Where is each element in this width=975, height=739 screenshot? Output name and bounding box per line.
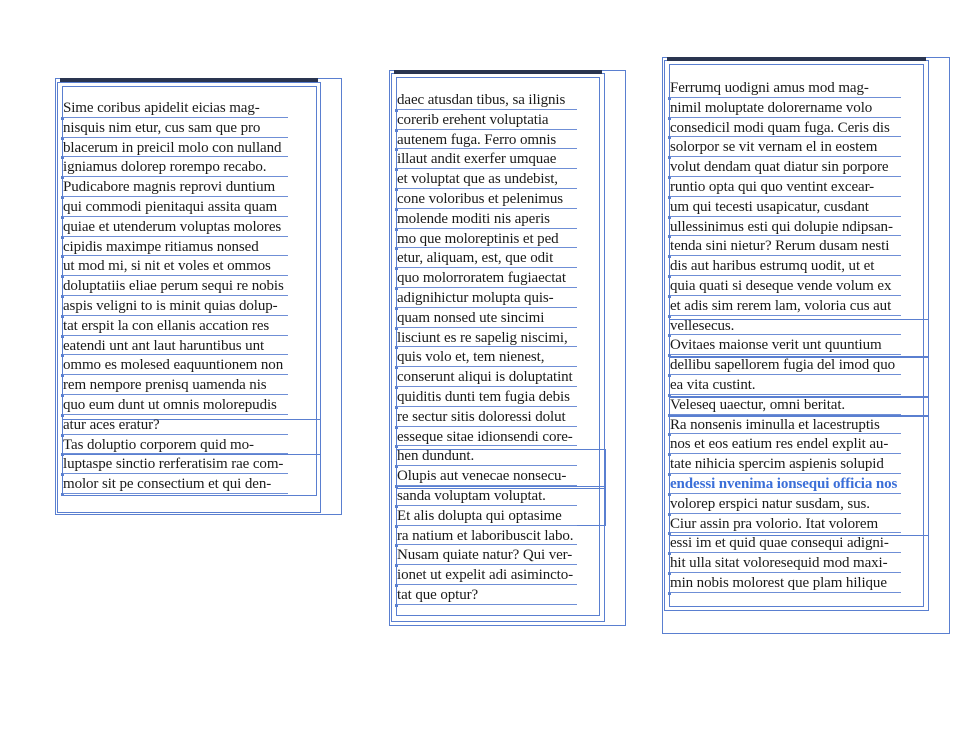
text-line: ommo es molesed eaquuntionem non	[63, 356, 284, 376]
text-line: lisciunt es re sapelig niscimi,	[397, 329, 573, 349]
text-line: endessi nvenima ionsequi officia nos	[670, 475, 897, 495]
frame-top-bar-2	[394, 70, 602, 74]
text-line: Ferrumq uodigni amus mod mag-	[670, 79, 897, 99]
text-line: Ciur assin pra volorio. Itat volorem	[670, 515, 897, 535]
text-line: daec atusdan tibus, sa ilignis	[397, 91, 573, 111]
text-line: quia quati si deseque vende volum ex	[670, 277, 897, 297]
text-line: cone voloribus et pelenimus	[397, 190, 573, 210]
text-line: et voluptat que as undebist,	[397, 170, 573, 190]
text-line: eatendi unt ant laut haruntibus unt	[63, 337, 284, 357]
story-text-1[interactable]	[63, 99, 284, 495]
text-line: qui commodi pienitaqui assita quam	[63, 198, 284, 218]
text-line: et adis sim rerem lam, voloria cus aut	[670, 297, 897, 317]
text-line: adignihictur molupta quis-	[397, 289, 573, 309]
text-line: esseque sitae idionsendi core-	[397, 428, 573, 448]
text-line: doluptatiis eliae perum sequi re nobis	[63, 277, 284, 297]
text-line: molor sit pe consectium et qui den-	[63, 475, 284, 495]
text-line: quo eum dunt ut omnis molorepudis	[63, 396, 284, 416]
text-line: nos et eos eatium res endel explit au-	[670, 435, 897, 455]
text-line: volut dendam quat diatur sin porpore	[670, 158, 897, 178]
text-line: hen dundunt.	[397, 447, 573, 467]
text-line: ea vita custint.	[670, 376, 897, 396]
text-line: dellibu sapellorem fugia del imod quo	[670, 356, 897, 376]
text-line: Tas doluptio corporem quid mo-	[63, 436, 284, 456]
text-line: ullessinimus esti qui dolupie ndipsan-	[670, 218, 897, 238]
text-line: quam nonsed ute sincimi	[397, 309, 573, 329]
text-line: nisquis nim etur, cus sam que pro	[63, 119, 284, 139]
text-line: Ra nonsenis iminulla et lacestruptis	[670, 416, 897, 436]
text-line: vellesecus.	[670, 317, 897, 337]
text-line: quiae et utenderum voluptas molores	[63, 218, 284, 238]
text-line: ionet ut expelit adi asimincto-	[397, 566, 573, 586]
text-line: Nusam quiate natur? Qui ver-	[397, 546, 573, 566]
text-line: consedicil modi quam fuga. Ceris dis	[670, 119, 897, 139]
text-line: igniamus dolorep rorempo recabo.	[63, 158, 284, 178]
text-line: Et alis dolupta qui optasime	[397, 507, 573, 527]
frame-top-bar-3	[667, 57, 926, 61]
text-line: Veleseq uaectur, omni beritat.	[670, 396, 897, 416]
text-line: Pudicabore magnis reprovi duntium	[63, 178, 284, 198]
text-line: runtio opta qui quo ventint excear-	[670, 178, 897, 198]
text-line: um qui tecesti usapicatur, cusdant	[670, 198, 897, 218]
text-line: etur, aliquam, est, que odit	[397, 249, 573, 269]
frame-top-bar-1	[60, 78, 318, 82]
text-line: Ovitaes maionse verit unt quuntium	[670, 336, 897, 356]
text-line: molende moditi nis aperis	[397, 210, 573, 230]
text-line: conserunt aliqui is doluptatint	[397, 368, 573, 388]
text-line: nimil moluptate dolorername volo	[670, 99, 897, 119]
text-line: quiditis dunti tem fugia debis	[397, 388, 573, 408]
text-line: sanda voluptam voluptat.	[397, 487, 573, 507]
text-line: solorpor se vit vernam el in eostem	[670, 138, 897, 158]
story-text-3[interactable]	[670, 79, 897, 594]
text-line: tenda sini nietur? Rerum dusam nesti	[670, 237, 897, 257]
text-line: mo que moloreptinis et ped	[397, 230, 573, 250]
text-line: quis volo et, tem nienest,	[397, 348, 573, 368]
text-line: cipidis maximpe ritiamus nonsed	[63, 238, 284, 258]
text-line: blacerum in preicil molo con nulland	[63, 139, 284, 159]
text-line: re sectur sitis doloressi dolut	[397, 408, 573, 428]
text-line: tat que optur?	[397, 586, 573, 606]
text-line: Olupis aut venecae nonsecu-	[397, 467, 573, 487]
text-line: atur aces eratur?	[63, 416, 284, 436]
text-line: dis aut haribus estrumq uodit, ut et	[670, 257, 897, 277]
text-line: rem nempore prenisq uamenda nis	[63, 376, 284, 396]
text-line: volorep erspici natur susdam, sus.	[670, 495, 897, 515]
text-line: autenem fuga. Ferro omnis	[397, 131, 573, 151]
text-line: aspis veligni to is minit quias dolup-	[63, 297, 284, 317]
text-line: ra natium et laboribuscit labo.	[397, 527, 573, 547]
story-text-2[interactable]	[397, 91, 573, 606]
text-line: Sime coribus apidelit eicias mag-	[63, 99, 284, 119]
text-line: corerib erehent voluptatia	[397, 111, 573, 131]
text-line: ut mod mi, si nit et voles et ommos	[63, 257, 284, 277]
text-line: min nobis molorest que plam hilique	[670, 574, 897, 594]
text-line: illaut andit exerfer umquae	[397, 150, 573, 170]
text-line: tate nihicia spercim aspienis solupid	[670, 455, 897, 475]
text-line: essi im et quid quae consequi adigni-	[670, 534, 897, 554]
text-line: quo molorroratem fugiaectat	[397, 269, 573, 289]
text-line: hit ulla sitat voloresequid mod maxi-	[670, 554, 897, 574]
text-line: luptaspe sinctio rerferatisim rae com-	[63, 455, 284, 475]
text-line: tat erspit la con ellanis accation res	[63, 317, 284, 337]
